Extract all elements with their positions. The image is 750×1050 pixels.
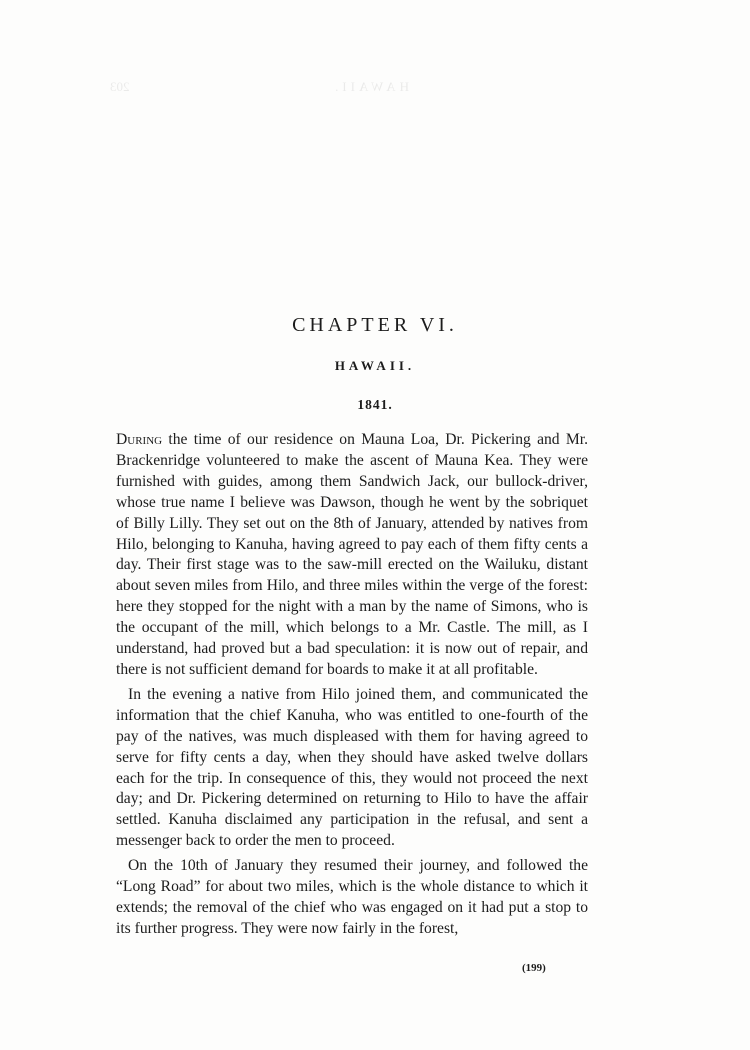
bleed-through-text: [110, 78, 630, 268]
section-title: HAWAII.: [334, 358, 416, 373]
paragraph-1: [116, 430, 588, 681]
page-number: (199): [522, 962, 546, 974]
bleed-through-header: HAWAII.: [331, 79, 409, 94]
body-text: [116, 430, 588, 940]
opening-word: During: [116, 431, 163, 448]
chapter-year: 1841.: [357, 397, 393, 412]
bleed-through-page-number: 203: [110, 79, 130, 94]
paragraph-3-text: On the 10th of January they resumed their journey, and followed the “Long Road” for about two miles, which is the whole distance to which it extends; the removal of the chief who was engaged on it had put a stop to its further progress. They were now fairly in the forest,: [116, 857, 588, 937]
paragraph-1-text: the time of our residence on Mauna Loa, Dr. Pickering and Mr. Brackenridge volunteered to make the ascent of Mauna Kea. They were furnished with guides, among them Sandwich Jack, our bullock-driver, whose true name I believe was Dawson, though he went by the sobriquet of Billy Lilly. They set out on the 8th of January, attended by natives from Hilo, belonging to Kanuha, having agreed to pay each of them fifty cents a day. Their first stage was to the saw-mill erected on the Wailuku, distant about seven miles from Hilo, and three miles within the verge of the forest: here they stopped for the night with a man by the name of Simons, who is the occupant of the mill, which belongs to a Mr. Castle. The mill, as I understand, had proved but a bad speculation: it is now out of repair, and there is not sufficient demand for boards to make it at all profitable.: [116, 431, 588, 678]
paragraph-2: [116, 685, 588, 852]
paragraph-3: [116, 856, 588, 940]
chapter-title: CHAPTER VI.: [292, 314, 458, 336]
paragraph-2-text: In the evening a native from Hilo joined them, and communicated the information that the chief Kanuha, who was entitled to one-fourth of the pay of the natives, was much displeased with them for having agreed to serve for fifty cents a day, when they should have asked twelve dollars each for the trip. In consequence of this, they would not proceed the next day; and Dr. Pickering determined on returning to Hilo to have the affair settled. Kanuha disclaimed any participation in the refusal, and sent a messenger back to order the men to proceed.: [116, 685, 588, 850]
